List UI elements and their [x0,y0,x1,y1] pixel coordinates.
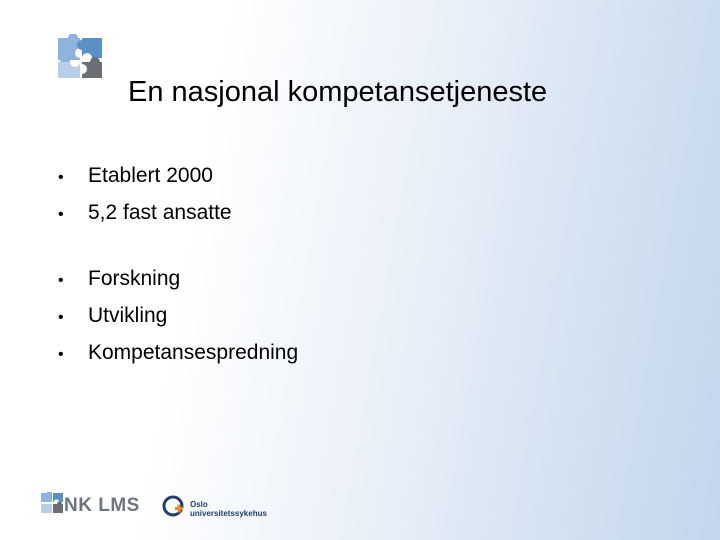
bullet-marker: • [58,169,64,186]
bullet-item [58,261,298,298]
bullet-text: Etablert 2000 [88,164,213,187]
bullet-item [58,298,298,335]
bullet-list-facts [58,158,232,232]
puzzle-icon [40,492,64,519]
bullet-text: Utvikling [88,304,168,327]
ous-cross-icon [162,495,184,522]
nklms-label: NK LMS [64,494,140,516]
bullet-text: 5,2 fast ansatte [88,201,232,224]
puzzle-logo-icon [54,34,106,80]
bullet-text: Forskning [88,267,181,290]
bullet-text: Kompetansespredning [88,341,299,364]
bullet-list-activities [58,261,298,372]
ous-line-1: Oslo [190,499,208,509]
ous-logo [162,495,267,522]
bullet-item [58,158,232,195]
bullet-item [58,335,298,372]
bullet-marker: • [58,272,64,289]
nklms-logo [40,492,140,519]
bullet-marker: • [58,206,64,223]
bullet-item [58,195,232,232]
bullet-marker: • [58,309,64,326]
bullet-marker: • [58,346,64,363]
slide-title: En nasjonal kompetansetjeneste [128,76,548,108]
ous-line-2: universitetssykehus [190,508,267,518]
